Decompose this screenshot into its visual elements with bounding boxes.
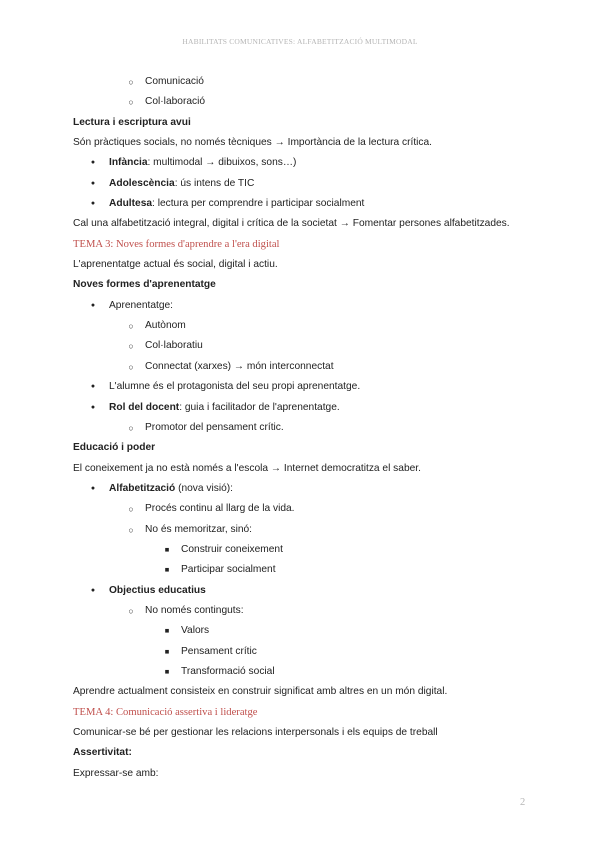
- circle-bullet-icon: ○: [128, 77, 134, 87]
- list-item-text: : lectura per comprendre i participar socialment: [152, 198, 365, 210]
- bullet-icon: ●: [90, 159, 96, 167]
- list-item-text: Pensament crític: [181, 645, 257, 657]
- page-number: 2: [520, 797, 526, 808]
- list-item: [73, 662, 543, 682]
- list-item: [73, 479, 543, 499]
- list-item: [73, 499, 543, 519]
- section-subheading: Noves formes d'aprenentatge: [73, 279, 216, 291]
- list-item: [73, 92, 543, 112]
- list-item-term: Alfabetització: [109, 482, 176, 494]
- circle-bullet-icon: ○: [128, 341, 134, 352]
- list-item-text: No només continguts:: [145, 604, 244, 616]
- square-bullet-icon: ■: [164, 646, 170, 656]
- list-item-text: : ús intens de TIC: [174, 177, 255, 189]
- circle-bullet-icon: ○: [128, 361, 134, 372]
- list-item: [73, 621, 543, 641]
- paragraph: L'aprenentatge actual és social, digital i actiu.: [73, 259, 278, 271]
- section-subheading: Lectura i escriptura avui: [73, 116, 191, 128]
- square-bullet-icon: ■: [164, 565, 170, 575]
- list-item: [73, 72, 543, 92]
- circle-bullet-icon: ○: [128, 504, 134, 515]
- list-item-text: Col·laboració: [145, 96, 206, 108]
- list-item: [73, 520, 543, 540]
- paragraph: Són pràctiques socials, no només tècniques → Importància de la lectura crítica.: [73, 137, 433, 149]
- circle-bullet-icon: ○: [128, 97, 134, 108]
- list-item: [73, 194, 543, 214]
- bullet-icon: ●: [90, 383, 96, 391]
- list-item: [73, 153, 543, 173]
- section-heading: TEMA 3: Noves formes d'aprendre a l'era digital: [73, 238, 280, 250]
- square-bullet-icon: ■: [164, 544, 170, 554]
- square-bullet-icon: ■: [164, 666, 170, 676]
- list-item-term: Adolescència: [109, 177, 175, 189]
- list-item-text: (nova visió):: [175, 482, 233, 494]
- list-item-term: Adultesa: [109, 198, 153, 210]
- list-item: [73, 296, 543, 316]
- list-item-term: Objectius educatius: [109, 584, 206, 596]
- document-body: [73, 72, 543, 784]
- list-item-text: Participar socialment: [181, 564, 276, 576]
- bullet-icon: ●: [90, 484, 96, 492]
- list-item-text: No és memoritzar, sinó:: [145, 523, 253, 535]
- bullet-icon: ●: [90, 403, 96, 411]
- list-item-text: L'alumne és el protagonista del seu propi aprenentatge.: [109, 381, 361, 393]
- bullet-icon: ●: [90, 301, 96, 309]
- list-item-term: Infància: [109, 157, 148, 169]
- list-item: [73, 357, 543, 377]
- list-item-text: Col·laboratiu: [145, 340, 203, 352]
- list-item: [73, 418, 543, 438]
- bullet-icon: ●: [90, 200, 96, 208]
- list-item-text: Valors: [181, 625, 210, 637]
- running-header: HABILITATS COMUNICATIVES: ALFABETITZACIÓ MULTIMODAL: [182, 37, 418, 46]
- paragraph: Comunicar-se bé per gestionar les relacions interpersonals i els equips de treball: [73, 727, 438, 738]
- list-item-text: Transformació social: [181, 665, 275, 677]
- bullet-icon: ●: [90, 179, 96, 187]
- circle-bullet-icon: ○: [128, 524, 134, 535]
- list-item-text: Promotor del pensament crític.: [145, 421, 284, 433]
- circle-bullet-icon: ○: [128, 605, 134, 616]
- list-item-text: : multimodal → dibuixos, sons…): [147, 157, 297, 169]
- list-item: [73, 336, 543, 356]
- section-subheading: Assertivitat:: [73, 747, 132, 759]
- list-item: [73, 540, 543, 560]
- list-item: [73, 377, 543, 397]
- section-heading: TEMA 4: Comunicació assertiva i lideratge: [73, 706, 258, 718]
- list-item: [73, 174, 543, 194]
- list-item-term: Rol del docent: [109, 401, 180, 413]
- square-bullet-icon: ■: [164, 626, 170, 636]
- list-item: [73, 560, 543, 580]
- bullet-icon: ●: [90, 586, 96, 594]
- list-item: [73, 581, 543, 601]
- list-item: [73, 642, 543, 662]
- paragraph: Expressar-se amb:: [73, 767, 159, 779]
- circle-bullet-icon: ○: [128, 422, 134, 433]
- circle-bullet-icon: ○: [128, 321, 134, 332]
- list-item-text: Aprenentatge:: [109, 299, 174, 311]
- list-item: [73, 398, 543, 418]
- paragraph: Cal una alfabetització integral, digital i crítica de la societat → Fomentar persones alfabetitzades.: [73, 218, 510, 230]
- list-item-text: Procés continu al llarg de la vida.: [145, 503, 295, 515]
- list-item-text: Connectat (xarxes) → món interconnectat: [145, 360, 334, 372]
- section-subheading: Educació i poder: [73, 442, 156, 454]
- paragraph: Aprendre actualment consisteix en construir significat amb altres en un món digital.: [73, 686, 448, 698]
- paragraph: El coneixement ja no està només a l'escola → Internet democratitza el saber.: [73, 462, 421, 474]
- list-item-text: : guia i facilitador de l'aprenentatge.: [179, 401, 340, 413]
- list-item-text: Comunicació: [145, 76, 204, 87]
- list-item: [73, 316, 543, 336]
- list-item-text: Construir coneixement: [181, 543, 283, 555]
- list-item: [73, 601, 543, 621]
- list-item-text: Autònom: [145, 320, 186, 332]
